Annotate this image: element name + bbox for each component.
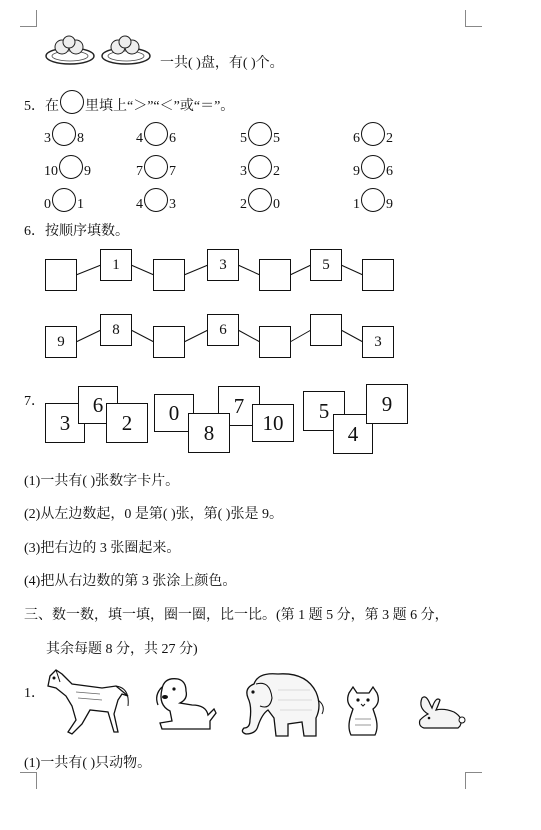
number-card: 4 bbox=[333, 414, 373, 454]
number-card: 5 bbox=[303, 391, 345, 431]
left-number: 7 bbox=[136, 164, 143, 179]
section3-q1-question: (1)一共有( )只动物。 bbox=[24, 756, 152, 771]
right-number: 2 bbox=[273, 164, 280, 179]
number-card: 2 bbox=[106, 403, 148, 443]
right-number: 5 bbox=[273, 131, 280, 146]
number-card: 7 bbox=[218, 386, 260, 426]
left-number: 3 bbox=[240, 164, 247, 179]
rabbit-drawing bbox=[414, 694, 466, 732]
number-card: 0 bbox=[154, 394, 194, 432]
right-number: 3 bbox=[169, 197, 176, 212]
left-number: 4 bbox=[136, 131, 143, 146]
right-number: 6 bbox=[386, 164, 393, 179]
section3-title: 三、数一数，填一填，圈一圈，比一比。(第 1 题 5 分，第 3 题 6 分， bbox=[24, 608, 449, 623]
q7-question-1: (1)一共有( )张数字卡片。 bbox=[24, 474, 180, 489]
q6-title: 6．按顺序填数。 bbox=[24, 224, 129, 239]
section3-q1-label: 1． bbox=[24, 686, 45, 701]
left-number: 4 bbox=[136, 197, 143, 212]
number-card: 8 bbox=[188, 413, 230, 453]
sequence-box: 8 bbox=[100, 314, 132, 346]
left-number: 1 bbox=[353, 197, 360, 212]
sequence-box: 6 bbox=[207, 314, 239, 346]
right-number: 7 bbox=[169, 164, 176, 179]
dog-drawing bbox=[152, 675, 218, 733]
sequence-box: 9 bbox=[45, 326, 77, 358]
right-number: 9 bbox=[84, 164, 91, 179]
sequence-box[interactable] bbox=[310, 314, 342, 346]
cat-drawing bbox=[343, 685, 383, 737]
sequence-box: 3 bbox=[362, 326, 394, 358]
sequence-box: 5 bbox=[310, 249, 342, 281]
q5-title-rest: 里填上“＞”“＜”或“＝”。 bbox=[85, 99, 235, 114]
left-number: 5 bbox=[240, 131, 247, 146]
number-card: 9 bbox=[366, 384, 408, 424]
left-number: 10 bbox=[44, 164, 58, 179]
number-card: 6 bbox=[78, 386, 118, 424]
sequence-box[interactable] bbox=[259, 259, 291, 291]
right-number: 0 bbox=[273, 197, 280, 212]
q5-title-prefix: 5．在 bbox=[24, 99, 59, 114]
number-card: 10 bbox=[252, 404, 294, 442]
q7-question-4: (4)把从右边数的第 3 张涂上颜色。 bbox=[24, 574, 237, 589]
right-number: 2 bbox=[386, 131, 393, 146]
q7-label: 7． bbox=[24, 394, 45, 409]
left-number: 2 bbox=[240, 197, 247, 212]
q7-question-3: (3)把右边的 3 张圈起来。 bbox=[24, 541, 181, 556]
sequence-box[interactable] bbox=[362, 259, 394, 291]
right-number: 9 bbox=[386, 197, 393, 212]
sequence-box[interactable] bbox=[153, 259, 185, 291]
number-card: 3 bbox=[45, 403, 85, 443]
right-number: 6 bbox=[169, 131, 176, 146]
left-number: 0 bbox=[44, 197, 51, 212]
sequence-box[interactable] bbox=[259, 326, 291, 358]
sequence-box[interactable] bbox=[153, 326, 185, 358]
sequence-box[interactable] bbox=[45, 259, 77, 291]
top-line-text: 一共( )盘，有( )个。 bbox=[160, 56, 284, 71]
left-number: 6 bbox=[353, 131, 360, 146]
right-number: 8 bbox=[77, 131, 84, 146]
section3-title-cont: 其余每题 8 分，共 27 分) bbox=[46, 642, 198, 657]
right-number: 1 bbox=[77, 197, 84, 212]
left-number: 3 bbox=[44, 131, 51, 146]
sequence-box: 1 bbox=[100, 249, 132, 281]
elephant-drawing bbox=[234, 670, 326, 740]
q7-question-2: (2)从左边数起，0 是第( )张，第( )张是 9。 bbox=[24, 507, 283, 522]
sequence-box: 3 bbox=[207, 249, 239, 281]
left-number: 9 bbox=[353, 164, 360, 179]
horse-drawing bbox=[42, 666, 132, 738]
